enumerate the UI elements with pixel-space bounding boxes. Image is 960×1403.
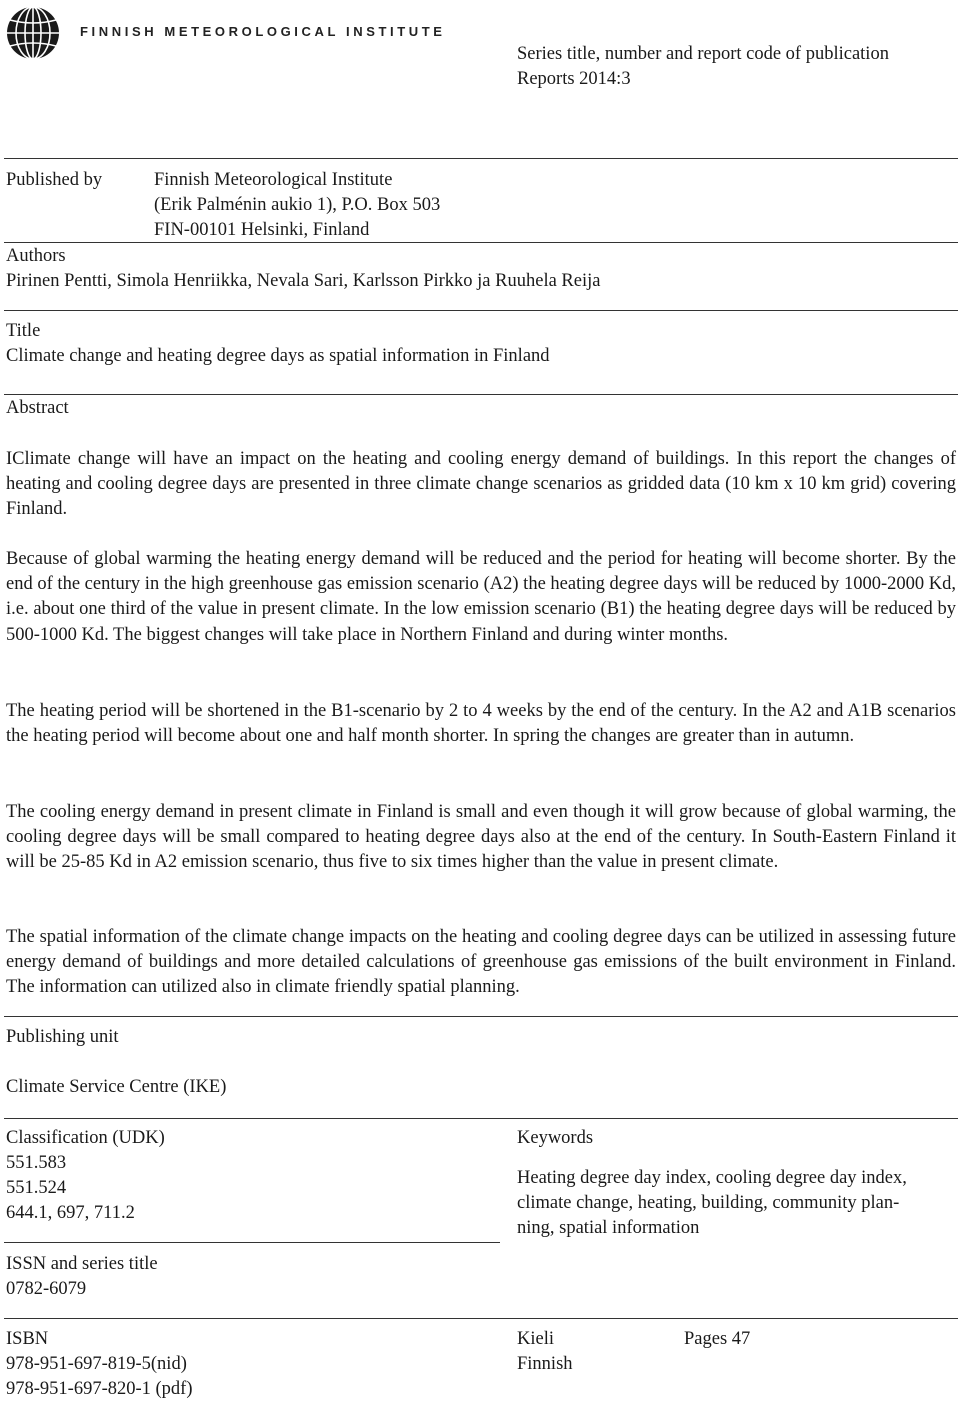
divider-top [4, 158, 958, 159]
pages-label: Pages [684, 1329, 728, 1349]
divider-issn [4, 1318, 958, 1319]
authors-label: Authors [6, 246, 66, 266]
abstract-paragraph-3: The heating period will be shortened in the B1-scenario by 2 to 4 weeks by the end of the century. In the A2 and A1B scenarios the heating period will become about one and half month shorter. In spring the changes are greater than in autumn. [6, 701, 956, 747]
divider-publisher [4, 242, 958, 243]
abstract-paragraph-5: The spatial information of the climate change impacts on the heating and cooling degree days can be utilized in assessing future energy demand of buildings and more detailed calculations of greenhouse gas emissions of the built environment in Finland. The information can utilized also in climate friendly spatial planning. [6, 927, 956, 998]
series-code: Reports 2014:3 [517, 69, 631, 89]
authors-value: Pirinen Pentti, Simola Henriikka, Nevala Sari, Karlsson Pirkko ja Ruuhela Reija [6, 271, 601, 291]
publisher-line-3: FIN-00101 Helsinki, Finland [154, 220, 370, 240]
classification-value-3: 644.1, 697, 711.2 [6, 1203, 135, 1223]
title-label: Title [6, 321, 41, 341]
classification-value-1: 551.583 [6, 1153, 67, 1173]
divider-abstract [4, 1016, 958, 1017]
institute-name: FINNISH METEOROLOGICAL INSTITUTE [80, 24, 446, 39]
keywords-line-1: Heating degree day index, cooling degree day index, [517, 1168, 907, 1188]
publisher-line-2: (Erik Palménin aukio 1), P.O. Box 503 [154, 195, 441, 215]
fmi-logo [6, 6, 60, 60]
issn-value: 0782-6079 [6, 1279, 87, 1299]
isbn-value-1: 978-951-697-819-5(nid) [6, 1354, 187, 1374]
publisher-line-1: Finnish Meteorological Institute [154, 170, 393, 190]
keywords-line-2: climate change, heating, building, community plan- [517, 1193, 900, 1213]
abstract-paragraph-4: The cooling energy demand in present climate in Finland is small and even though it will grow because of global warming, the cooling degree days will be small compared to heating degree days also at the end of the century. In South-Eastern Finland it will be 25-85 Kd in A2 emission scenario, thus five to six times higher than the value in present climate. [6, 802, 956, 873]
divider-unit [4, 1118, 958, 1119]
divider-authors [4, 310, 958, 311]
language-label: Kieli [517, 1329, 554, 1349]
title-value: Climate change and heating degree days as spatial information in Finland [6, 346, 550, 366]
issn-label: ISSN and series title [6, 1254, 158, 1274]
publishing-unit-label: Publishing unit [6, 1027, 119, 1047]
language-value: Finnish [517, 1354, 573, 1374]
abstract-paragraph-1: IClimate change will have an impact on the heating and cooling energy demand of buildings. In this report the changes of heating and cooling degree days are presented in three climate change scenarios as gridded data (10 km x 10 km grid) covering Finland. [6, 449, 956, 520]
published-by-label: Published by [6, 170, 103, 190]
classification-value-2: 551.524 [6, 1178, 67, 1198]
divider-classification [4, 1242, 500, 1243]
pages-value: 47 [731, 1329, 751, 1349]
keywords-label: Keywords [517, 1128, 594, 1148]
pages-field [684, 1327, 750, 1352]
isbn-label: ISBN [6, 1329, 49, 1349]
divider-title [4, 394, 958, 395]
series-label: Series title, number and report code of publication [517, 44, 889, 64]
abstract-label: Abstract [6, 398, 69, 418]
abstract-paragraph-2: Because of global warming the heating energy demand will be reduced and the period for heating will become shorter. By the end of the century in the high greenhouse gas emission scenario (A2) the heating degree days will be reduced by 1000-2000 Kd, i.e. about one third of the value in present climate. In the low emission scenario (B1) the heating degree days will be reduced by 500-1000 Kd. The biggest changes will take place in Northern Finland and during winter months. [6, 549, 956, 645]
classification-label: Classification (UDK) [6, 1128, 165, 1148]
isbn-value-2: 978-951-697-820-1 (pdf) [6, 1379, 193, 1399]
publishing-unit-value: Climate Service Centre (IKE) [6, 1077, 227, 1097]
globe-logo-icon [6, 6, 60, 60]
keywords-line-3: ning, spatial information [517, 1218, 700, 1238]
